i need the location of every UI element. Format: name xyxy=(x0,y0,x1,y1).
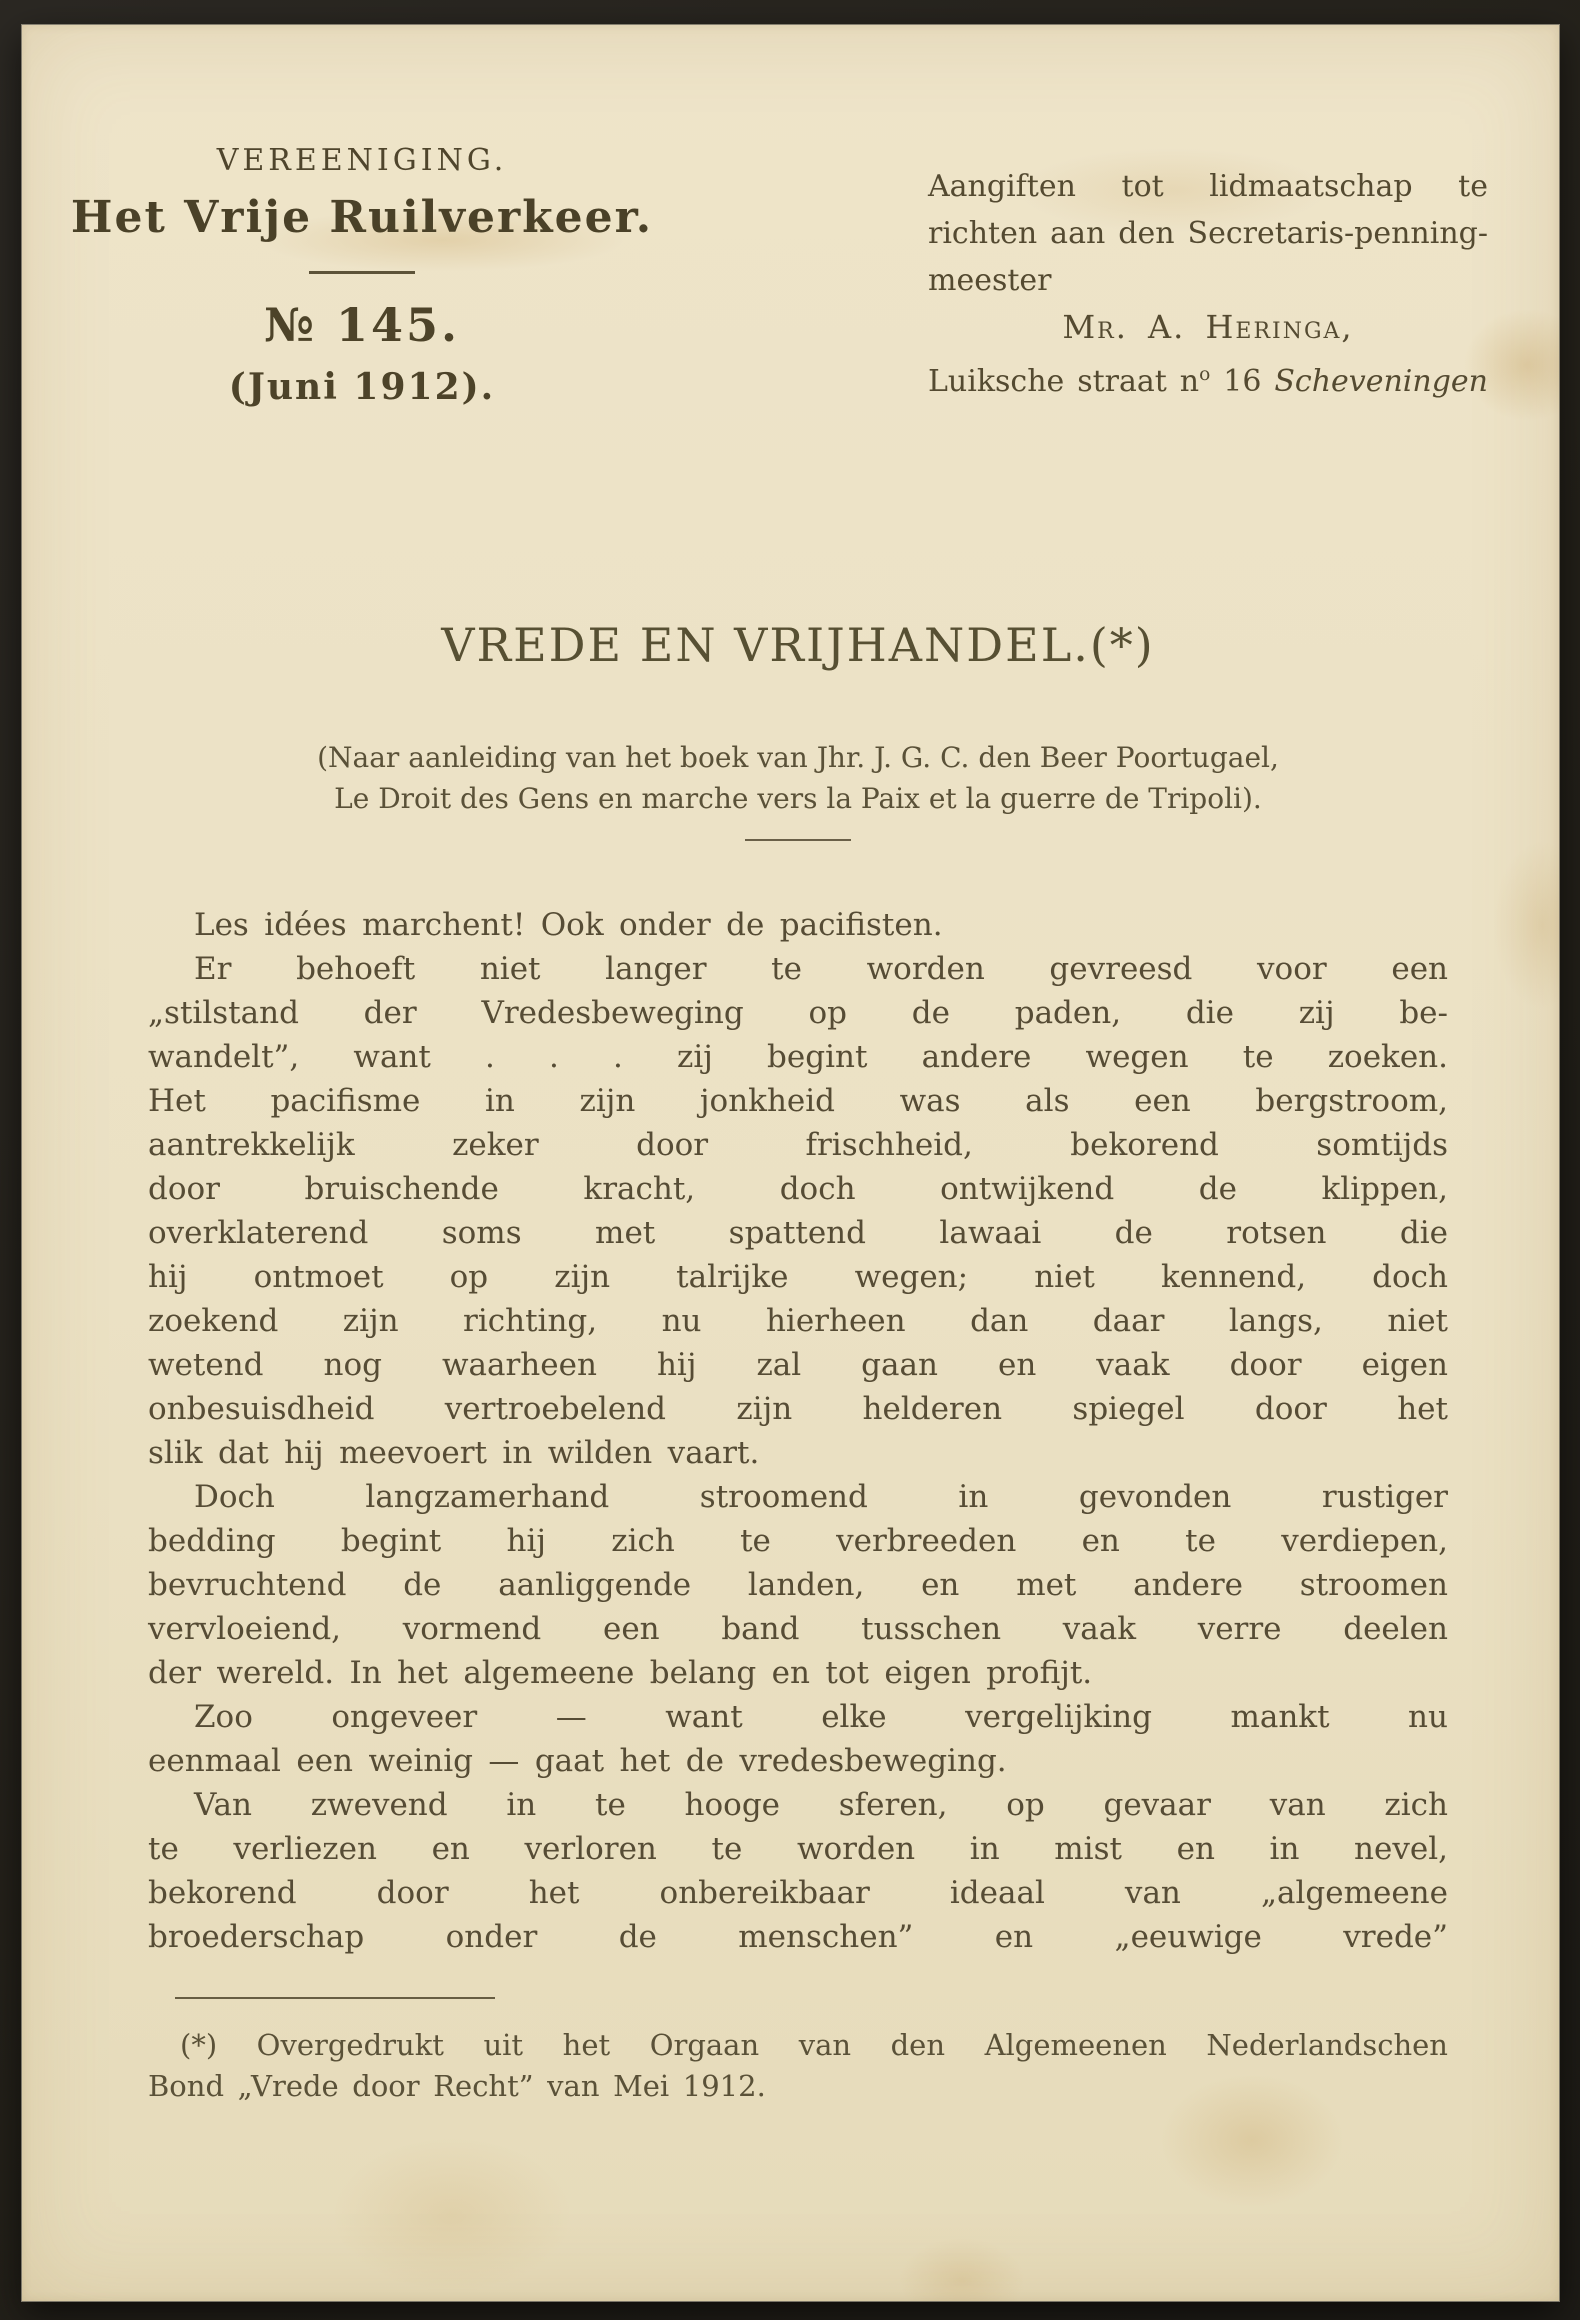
body-line: hij ontmoet op zijn talrijke wegen; niet kennend, doch xyxy=(148,1259,1448,1295)
body-line: Er behoeft niet langer te worden gevreesd voor een xyxy=(194,951,1448,987)
body-line: aantrekkelijk zeker door frischheid, bekorend somtijds xyxy=(148,1127,1448,1163)
body-line: Les idées marchent! Ook onder de pacifisten. xyxy=(194,907,943,943)
body-line: Het pacifisme in zijn jonkheid was als een bergstroom, xyxy=(148,1083,1448,1119)
body-line: bevruchtend de aanliggende landen, en met andere stroomen xyxy=(148,1567,1448,1603)
body-line: zoekend zijn richting, nu hierheen dan daar langs, niet xyxy=(148,1303,1448,1339)
article-body xyxy=(148,903,1448,1959)
footnote xyxy=(148,1997,1448,2107)
article-title: VREDE EN VRIJHANDEL.(*) xyxy=(441,618,1155,672)
organization-name: Het Vrije Ruilverkeer. xyxy=(70,192,654,243)
membership-note-line: richten aan den Secretaris-penning- xyxy=(928,216,1488,251)
body-line: wandelt”, want . . . zij begint andere wegen te zoeken. xyxy=(148,1039,1448,1075)
address-ordinal: o xyxy=(1199,364,1211,385)
membership-note-line: meester xyxy=(928,263,1052,298)
subtitle-line: Le Droit des Gens en marche vers la Paix et la guerre de Tripoli). xyxy=(334,782,1262,815)
body-line: overklaterend soms met spattend lawaai de rotsen die xyxy=(148,1215,1448,1251)
article-subtitle xyxy=(148,737,1448,819)
membership-note-line: Aangiften tot lidmaatschap te xyxy=(928,169,1488,204)
subtitle-divider xyxy=(148,839,1448,841)
body-line: bekorend door het onbereikbaar ideaal van „algemeene xyxy=(148,1875,1448,1911)
footnote-text xyxy=(148,2025,1448,2107)
body-line: Van zwevend in te hooge sferen, op gevaar van zich xyxy=(194,1787,1448,1823)
body-line: Zoo ongeveer — want elke vergelijking mankt nu xyxy=(194,1699,1448,1735)
body-line: broederschap onder de menschen” en „eeuwige vrede” xyxy=(148,1919,1448,1955)
footnote-line: (*) Overgedrukt uit het Orgaan van den Algemeenen Nederlandschen xyxy=(180,2028,1448,2062)
body-line: vervloeiend, vormend een band tusschen vaak verre deelen xyxy=(148,1611,1448,1647)
body-line: wetend nog waarheen hij zal gaan en vaak door eigen xyxy=(148,1347,1448,1383)
secretary-address xyxy=(928,351,1488,405)
masthead-right xyxy=(928,163,1488,405)
document-paper xyxy=(22,25,1559,2301)
issue-number: № 145. xyxy=(263,298,461,352)
body-line: bedding begint hij zich te verbreeden en te verdiepen, xyxy=(148,1523,1448,1559)
address-number: 16 xyxy=(1210,364,1275,399)
organization-label: VEREENIGING. xyxy=(216,143,508,178)
body-line: te verliezen en verloren te worden in mist en in nevel, xyxy=(148,1831,1448,1867)
masthead-left xyxy=(52,143,672,408)
body-line: der wereld. In het algemeene belang en tot eigen profijt. xyxy=(148,1655,1093,1691)
address-street: Luiksche straat n xyxy=(928,364,1200,399)
body-line: slik dat hij meevoert in wilden vaart. xyxy=(148,1435,760,1471)
footnote-line: Bond „Vrede door Recht” van Mei 1912. xyxy=(148,2069,766,2103)
body-line: eenmaal een weinig — gaat het de vredesbeweging. xyxy=(148,1743,1007,1779)
secretary-name: Mr. A. Heringa, xyxy=(1062,308,1354,346)
body-line: „stilstand der Vredesbeweging op de paden, die zij be- xyxy=(148,995,1448,1031)
masthead-rule xyxy=(309,271,415,274)
body-line: onbesuisdheid vertroebelend zijn helderen spiegel door het xyxy=(148,1391,1448,1427)
issue-date: (Juni 1912). xyxy=(228,366,496,408)
body-line: Doch langzamerhand stroomend in gevonden rustiger xyxy=(194,1479,1448,1515)
footnote-rule xyxy=(175,1997,495,1999)
subtitle-line: (Naar aanleiding van het boek van Jhr. J. G. C. den Beer Poortugael, xyxy=(317,741,1279,774)
body-line: door bruischende kracht, doch ontwijkend de klippen, xyxy=(148,1171,1448,1207)
address-city: Scheveningen xyxy=(1274,364,1488,399)
